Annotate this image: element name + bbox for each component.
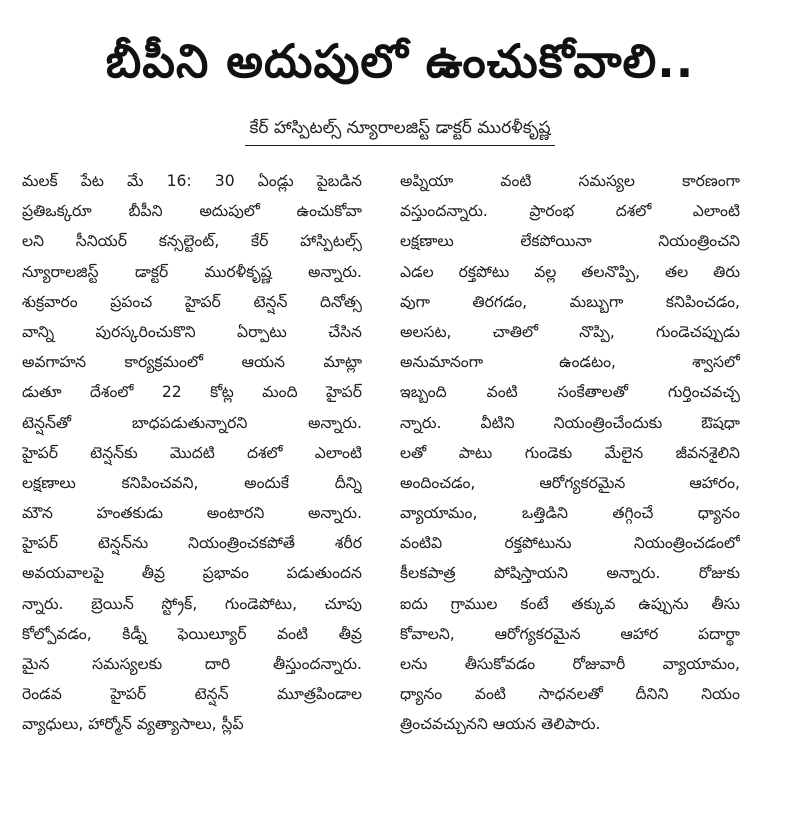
- text-line: న్యూరాలజిస్ట్ డాక్టర్ మురళీకృష్ణ అన్నారు.: [22, 262, 362, 281]
- text-line: కోవాలని, ఆరోగ్యకరమైన ఆహార పదార్థా: [400, 624, 740, 643]
- text-line: ఇబ్బంది వంటి సంకేతాలతో గుర్తించవచ్చ: [400, 383, 740, 402]
- text-line: మౌన హంతకుడు అంటారని అన్నారు.: [22, 504, 362, 523]
- text-line: కోల్పోవడం, కిడ్నీ ఫెయిల్యూర్ వంటి తీవ్ర: [22, 624, 362, 643]
- text-line: డుతూ దేశంలో 22 కోట్ల మంది హైపర్: [22, 383, 362, 402]
- text-line: మలక్ పేట మే 16: 30 ఏండ్లు పైబడిన: [22, 172, 362, 190]
- text-line: న్నారు. వీటిని నియంత్రించేందుకు ఔషధా: [400, 413, 740, 432]
- text-line: అనుమానంగా ఉండటం, శ్వాసలో: [400, 353, 740, 372]
- article-column-right: [400, 166, 740, 740]
- text-line: అవగాహన కార్యక్రమంలో ఆయన మాట్లా: [22, 353, 362, 372]
- text-line: అప్నియా వంటి సమస్యల కారణంగా: [400, 172, 740, 190]
- article-byline: కేర్ హాస్పిటల్స్ న్యూరాలజిస్ట్ డాక్టర్ మురళీకృష్ణ: [245, 118, 554, 146]
- text-line: మైన సమస్యలకు దారి తీస్తుందన్నారు.: [22, 655, 362, 673]
- text-line: ఐదు గ్రాముల కంటే తక్కువ ఉప్పును తీసు: [400, 594, 740, 613]
- text-line: వుగా తిరగడం, మబ్బుగా కనిపించడం,: [400, 292, 740, 311]
- text-line: హైపర్ టెన్షన్‌ను నియంత్రించకపోతే శరీర: [22, 534, 362, 553]
- text-line: హైపర్ టెన్షన్‌కు మొదటి దశలో ఎలాంటి: [22, 443, 362, 462]
- text-line: వంటివి రక్తపోటును నియంత్రించడంలో: [400, 534, 740, 553]
- text-line: వ్యాయామం, ఒత్తిడిని తగ్గించే ధ్యానం: [400, 504, 740, 523]
- text-line: వస్తుందన్నారు. ప్రారంభ దశలో ఎలాంటి: [400, 202, 740, 221]
- text-line: లతో పాటు గుండెకు మేలైన జీవనశైలిని: [400, 443, 740, 462]
- text-line: లక్షణాలు కనిపించవని, అందుకే దీన్ని: [22, 473, 362, 492]
- text-line: న్నారు. బ్రెయిన్ స్ట్రోక్, గుండెపోటు, చూపు: [22, 594, 362, 613]
- text-line: అందించడం, ఆరోగ్యకరమైన ఆహారం,: [400, 473, 740, 492]
- text-line: కీలకపాత్ర పోషిస్తాయని అన్నారు. రోజుకు: [400, 564, 740, 583]
- text-line: ఎడల రక్తపోటు వల్ల తలనొప్పి, తల తిరు: [400, 262, 740, 281]
- article-headline: బీపీని అదుపులో ఉంచుకోవాలి..: [105, 34, 695, 88]
- text-line: వ్యాధులు, హార్మోన్ వ్యత్యాసాలు, స్లీప్: [22, 715, 244, 734]
- text-line: అలసట, చాతిలో నొప్పి, గుండెచప్పుడు: [400, 322, 740, 341]
- text-line: టెన్షన్‌తో బాధపడుతున్నారని అన్నారు.: [22, 413, 362, 432]
- text-line: లని సీనియర్ కన్సల్టెంట్, కేర్ హాస్పిటల్స్: [22, 232, 362, 251]
- text-line: లక్షణాలు లేకపోయినా నియంత్రించని: [400, 232, 740, 251]
- text-line: వాన్ని పురస్కరించుకొని ఏర్పాటు చేసిన: [22, 322, 362, 341]
- article-column-left: [22, 166, 362, 740]
- text-line: లను తీసుకోవడం రోజువారీ వ్యాయామం,: [400, 655, 740, 673]
- cropped-top-strip: [0, 0, 800, 14]
- text-line: అవయవాలపై తీవ్ర ప్రభావం పడుతుందన: [22, 564, 362, 583]
- text-line: రెండవ హైపర్ టెన్షన్ మూత్రపిండాల: [22, 685, 362, 704]
- byline-container: [0, 118, 800, 146]
- text-line: త్రించవచ్చునని ఆయన తెలిపారు.: [400, 715, 601, 734]
- text-line: ధ్యానం వంటి సాధనలతో దీనిని నియం: [400, 685, 740, 704]
- text-line: ప్రతిఒక్కరూ బీపీని అదుపులో ఉంచుకోవా: [22, 202, 362, 221]
- text-line: శుక్రవారం ప్రపంచ హైపర్ టెన్షన్ దినోత్స: [22, 292, 362, 311]
